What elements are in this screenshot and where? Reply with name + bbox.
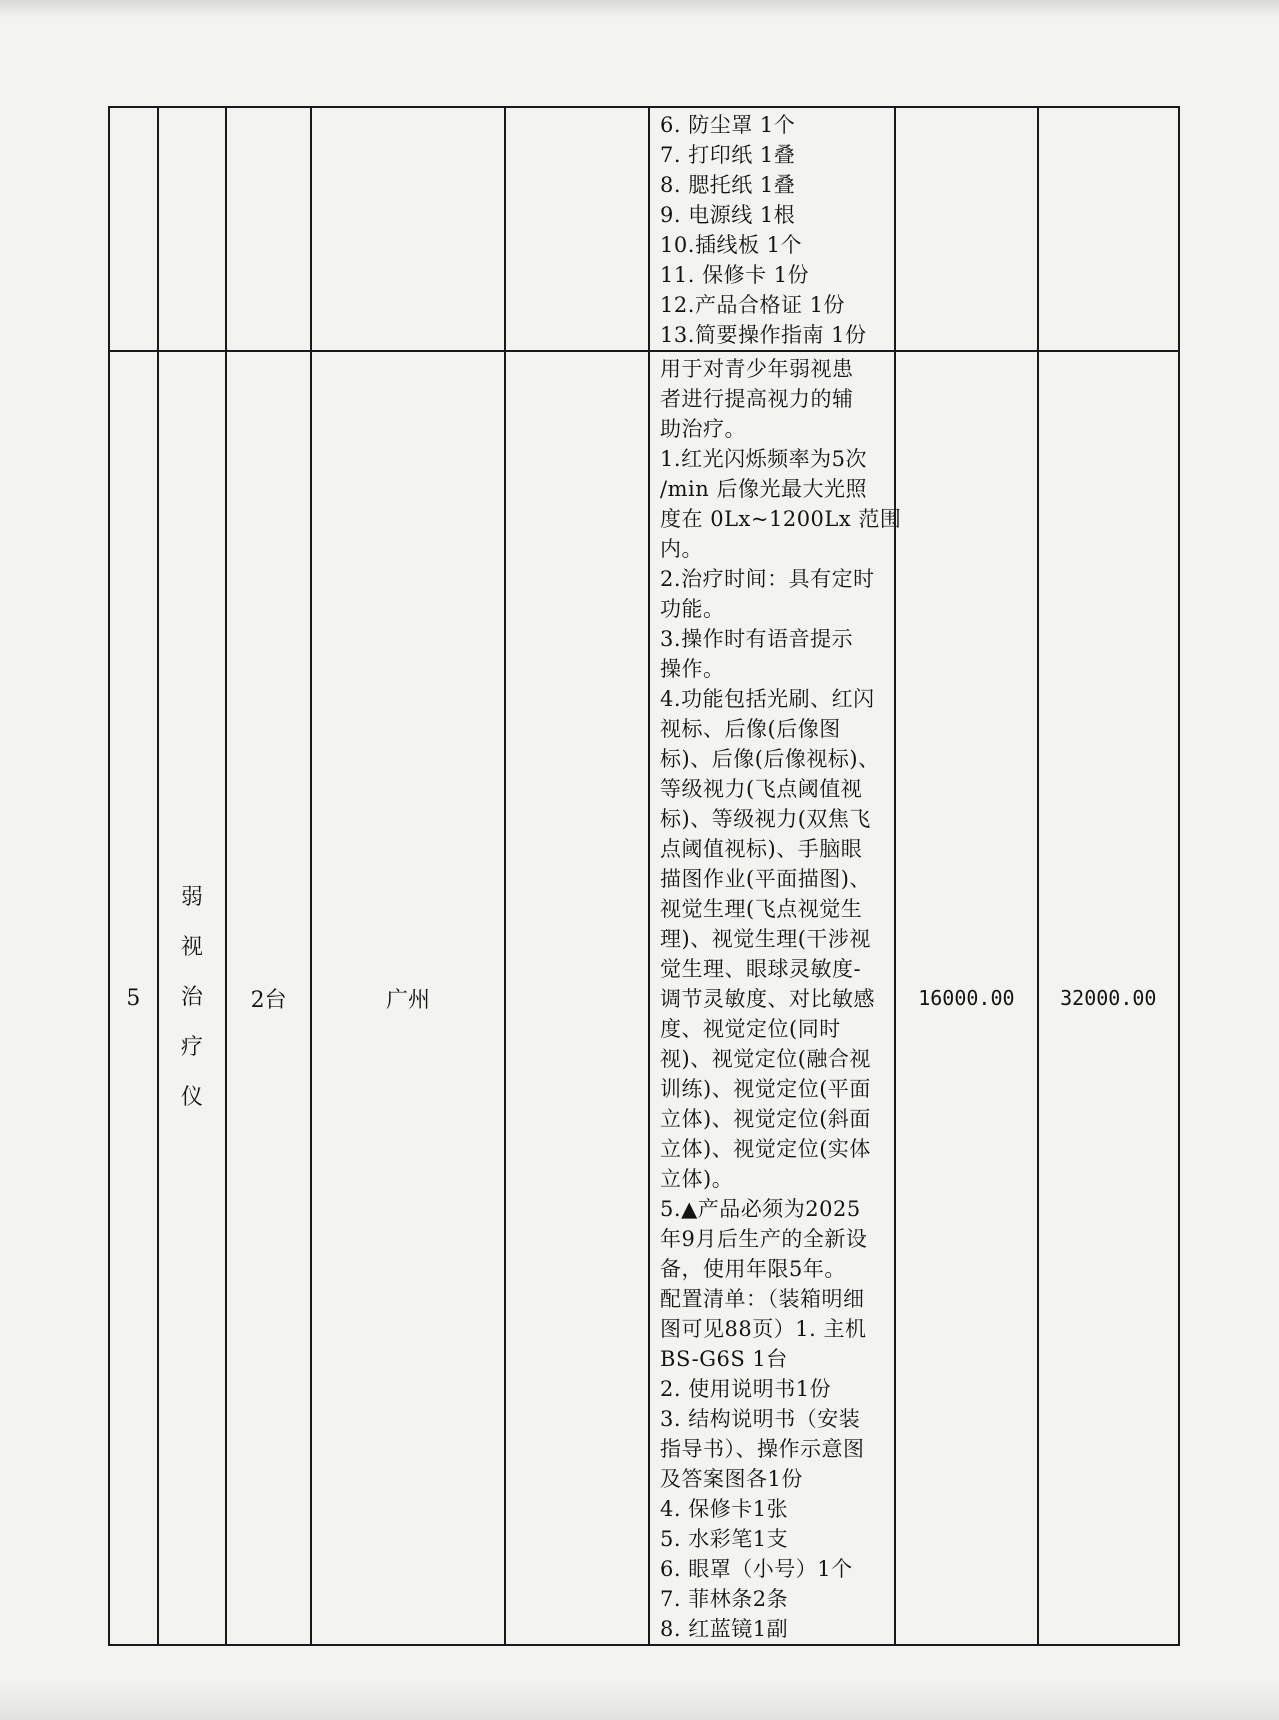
- equipment-spec-table: [108, 106, 1180, 1646]
- item-brand-model: [505, 351, 649, 1645]
- item-spec-line: 视标、后像(后像图: [660, 717, 841, 741]
- item-spec-line: 立体)、视觉定位(实体: [660, 1137, 871, 1161]
- name-cell-empty: [158, 107, 226, 351]
- item-spec-line: 视)、视觉定位(融合视: [660, 1047, 871, 1071]
- config-list-line: 8. 腮托纸 1叠: [660, 173, 796, 197]
- index-cell-empty: [109, 107, 158, 351]
- brand-cell-empty: [505, 107, 649, 351]
- total-price-cell-empty: [1038, 107, 1179, 351]
- item-spec-line: 功能。: [660, 597, 725, 621]
- item-spec-line: 2. 使用说明书1份: [660, 1377, 832, 1401]
- item-spec-line: 度、视觉定位(同时: [660, 1017, 841, 1041]
- item-spec-line: 立体)、视觉定位(斜面: [660, 1107, 871, 1131]
- item-spec-line: 操作。: [660, 657, 725, 681]
- item-spec-line: 觉生理、眼球灵敏度-: [660, 957, 862, 981]
- item-spec-line: 内。: [660, 537, 704, 561]
- item-spec-line: 图可见88页）1. 主机: [660, 1317, 867, 1341]
- item-unit-price: 16000.00: [895, 351, 1037, 1645]
- item-spec-line: 标)、后像(后像视标)、: [660, 747, 880, 771]
- config-list-line: 12.产品合格证 1份: [660, 293, 845, 317]
- item-quantity: 2台: [226, 351, 311, 1645]
- item-spec-line: 度在 0Lx~1200Lx 范围: [660, 507, 902, 531]
- item-spec-line: 4.功能包括光刷、红闪: [660, 687, 875, 711]
- item-name-char: 治: [180, 985, 203, 1010]
- continuation-row: [109, 107, 1179, 351]
- item-spec: [650, 352, 902, 1644]
- item-origin: 广州: [311, 351, 504, 1645]
- item-spec-line: 5. 水彩笔1支: [660, 1527, 789, 1551]
- config-list-line: 13.简要操作指南 1份: [660, 323, 867, 347]
- item-spec-line: 训练)、视觉定位(平面: [660, 1077, 871, 1101]
- config-list-line: 7. 打印纸 1叠: [660, 143, 796, 167]
- scan-edge-top: [0, 0, 1279, 18]
- item-spec-line: /min 后像光最大光照: [660, 477, 867, 501]
- item-spec-line: 配置清单：（装箱明细: [660, 1287, 865, 1311]
- item-name: [158, 351, 226, 1645]
- item-spec-line: 理)、视觉生理(干涉视: [660, 927, 871, 951]
- item-spec-line: 6. 眼罩（小号）1个: [660, 1557, 853, 1581]
- item-spec-line: 助治疗。: [660, 417, 747, 441]
- config-list-cell: [649, 107, 895, 351]
- quantity-cell-empty: [226, 107, 311, 351]
- item-spec-line: 视觉生理(飞点视觉生: [660, 897, 863, 921]
- config-list-line: 11. 保修卡 1份: [660, 263, 810, 287]
- item-spec-line: 用于对青少年弱视患: [660, 357, 854, 381]
- item-spec-line: 备，使用年限5年。: [660, 1257, 846, 1281]
- item-spec-line: 5.▲产品必须为2025: [660, 1197, 861, 1221]
- item-name-char: 弱: [180, 885, 203, 910]
- item-spec-line: 2.治疗时间：具有定时: [660, 567, 875, 591]
- item-row: [109, 351, 1179, 1645]
- unit-price-cell-empty: [895, 107, 1037, 351]
- item-spec-line: 及答案图各1份: [660, 1467, 803, 1491]
- item-spec-line: 3. 结构说明书（安装: [660, 1407, 861, 1431]
- item-spec-line: 等级视力(飞点阈值视: [660, 777, 863, 801]
- item-index: 5: [109, 351, 158, 1645]
- item-spec-line: 描图作业(平面描图)、: [660, 867, 871, 891]
- item-name-char: 仪: [180, 1085, 203, 1110]
- config-list: [650, 108, 894, 350]
- scan-edge-bottom: [0, 1680, 1279, 1720]
- config-list-line: 9. 电源线 1根: [660, 203, 796, 227]
- item-spec-line: 点阈值视标)、手脑眼: [660, 837, 863, 861]
- item-spec-line: 指导书）、操作示意图: [660, 1437, 865, 1461]
- item-spec-line: 4. 保修卡1张: [660, 1497, 789, 1521]
- item-spec-cell: [649, 351, 902, 1645]
- item-total-price: 32000.00: [1038, 351, 1179, 1645]
- item-spec-line: 调节灵敏度、对比敏感: [660, 987, 876, 1011]
- item-spec-line: 者进行提高视力的辅: [660, 387, 854, 411]
- item-spec-line: BS-G6S 1台: [660, 1347, 788, 1371]
- item-spec-line: 8. 红蓝镜1副: [660, 1617, 789, 1641]
- item-spec-line: 标)、等级视力(双焦飞: [660, 807, 871, 831]
- item-spec-line: 立体)。: [660, 1167, 734, 1191]
- item-spec-line: 1.红光闪烁频率为5次: [660, 447, 867, 471]
- item-name-char: 视: [180, 935, 203, 960]
- item-name-char: 疗: [180, 1035, 203, 1060]
- origin-cell-empty: [311, 107, 504, 351]
- item-spec-line: 7. 菲林条2条: [660, 1587, 789, 1611]
- item-spec-line: 年9月后生产的全新设: [660, 1227, 868, 1251]
- config-list-line: 10.插线板 1个: [660, 233, 802, 257]
- item-spec-line: 3.操作时有语音提示: [660, 627, 854, 651]
- config-list-line: 6. 防尘罩 1个: [660, 113, 796, 137]
